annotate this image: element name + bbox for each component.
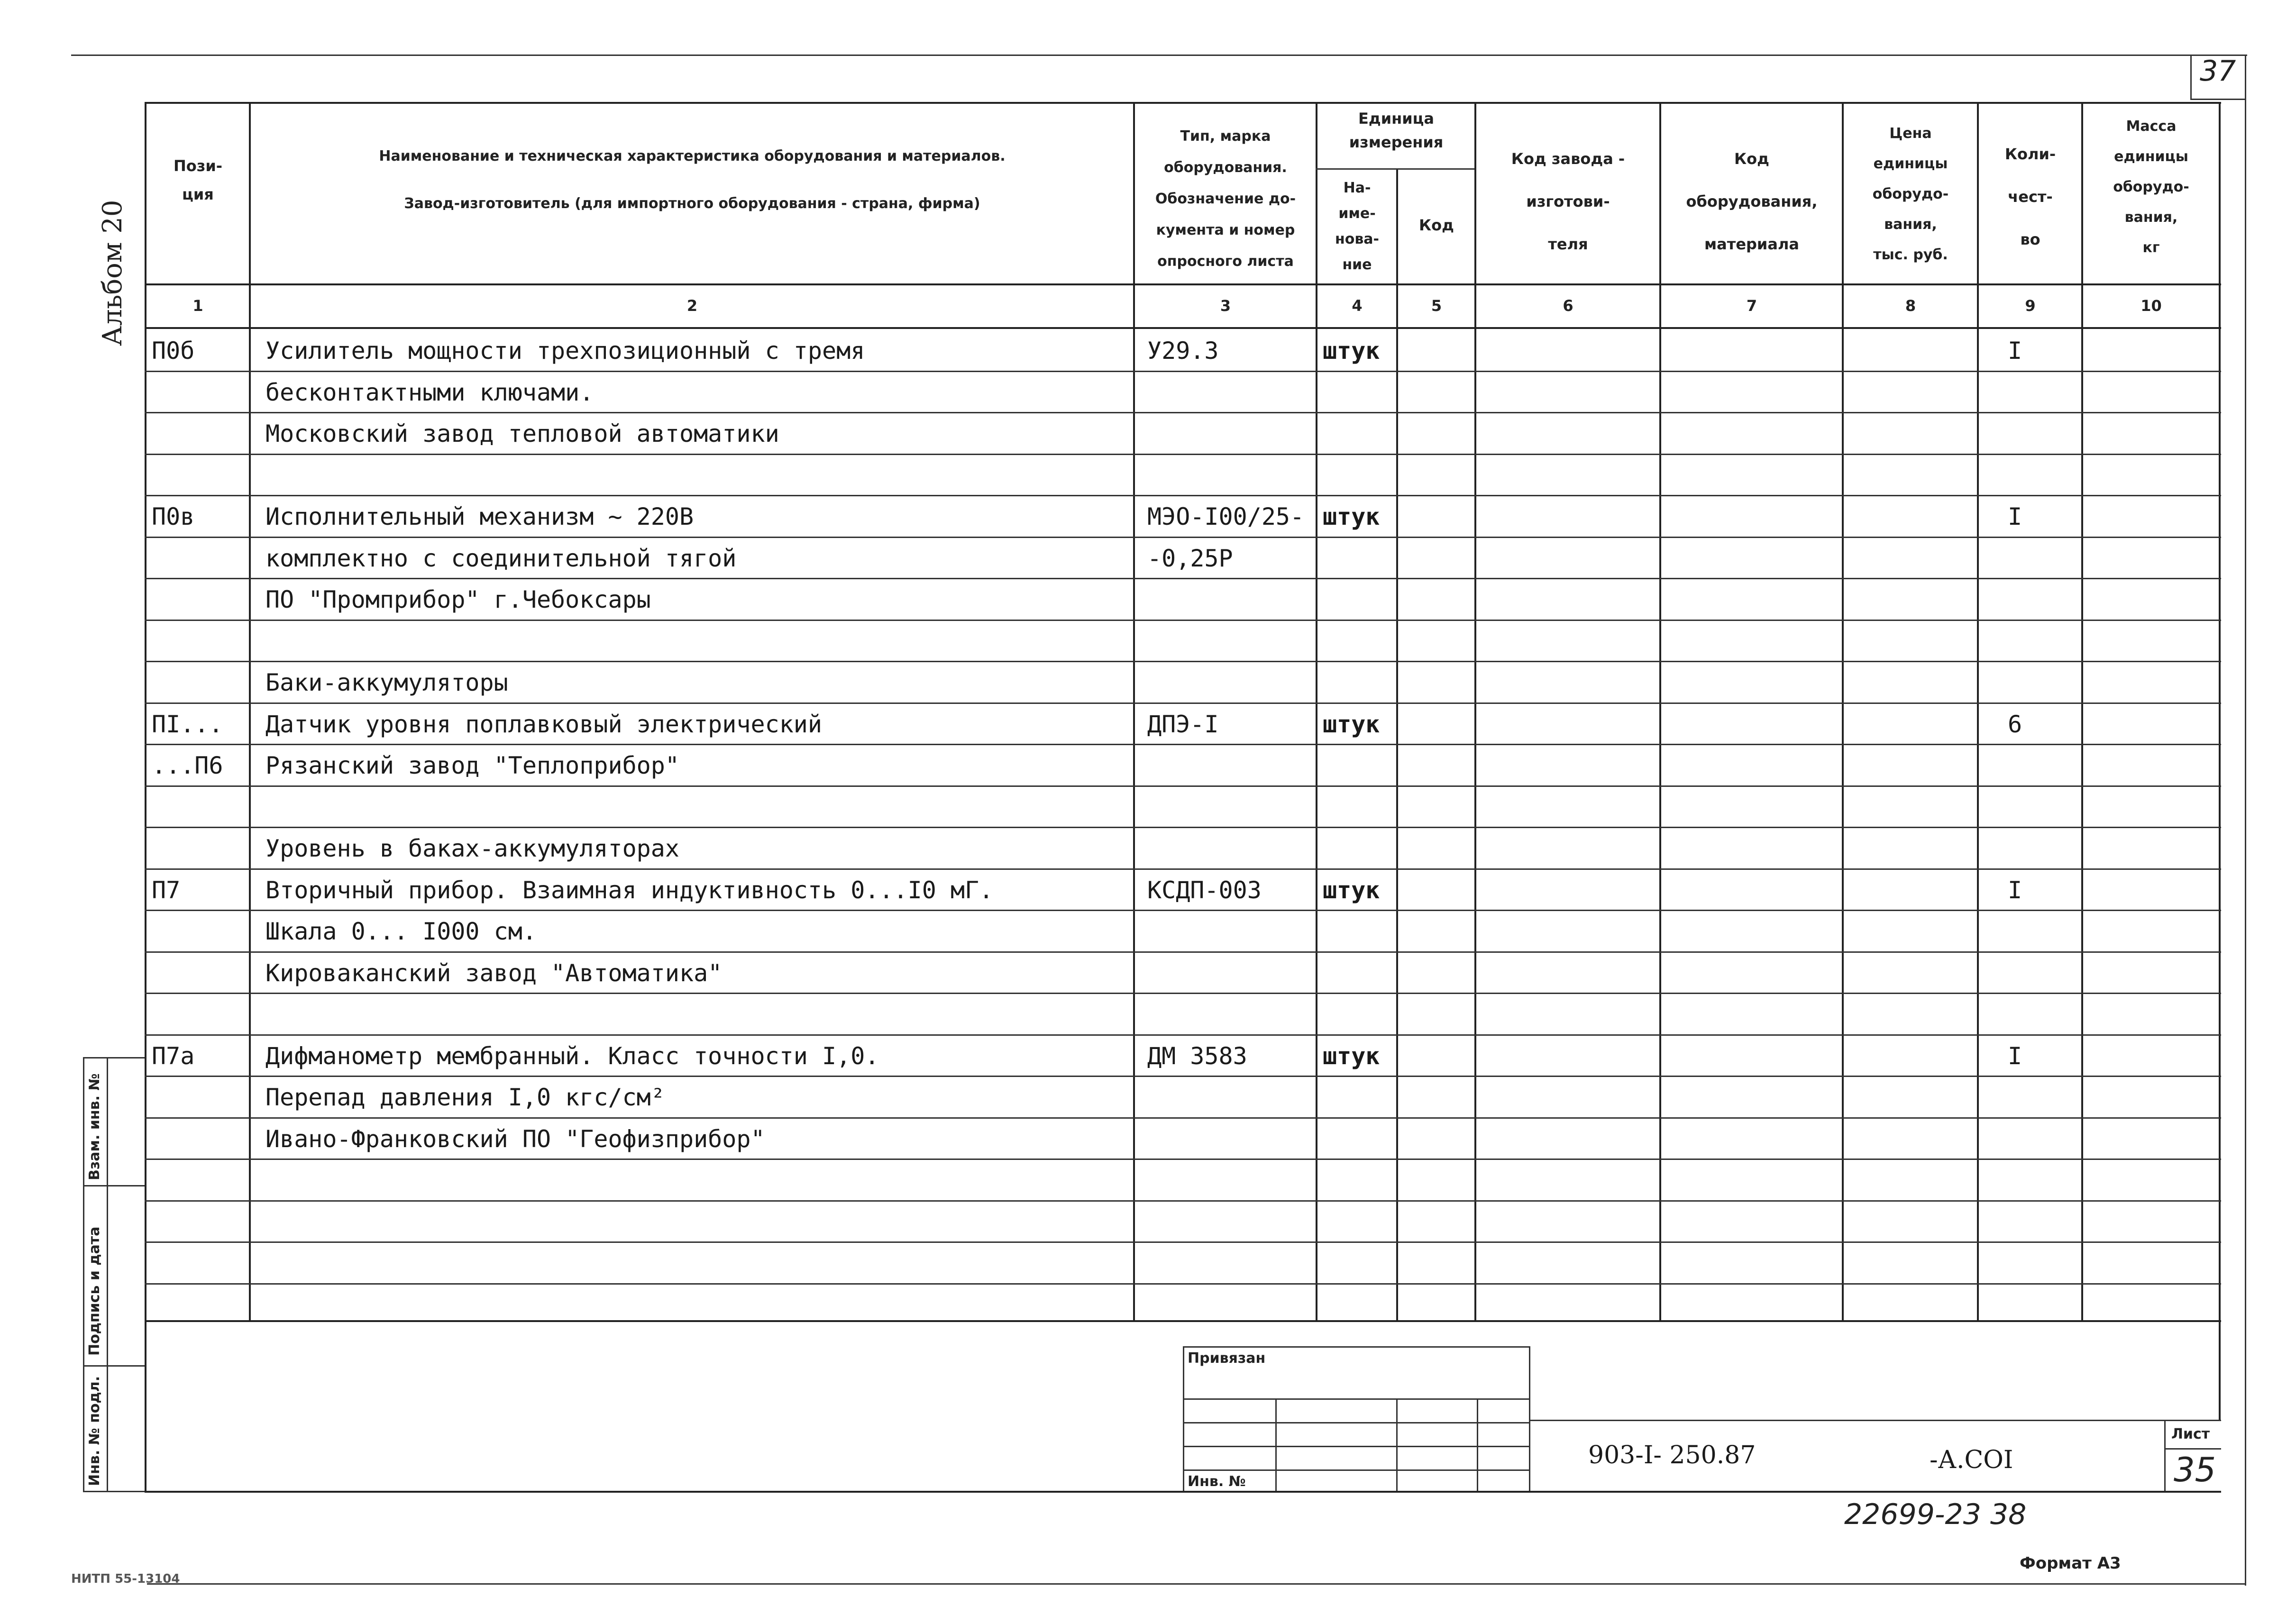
row-divider — [145, 661, 2221, 662]
row-divider — [145, 1200, 2221, 1202]
row-quantity: I — [2008, 876, 2022, 904]
row-name: Перепад давления I,0 кгс/см² — [265, 1084, 665, 1111]
row-divider — [145, 827, 2221, 828]
header-col7: Код оборудования, материала — [1686, 150, 1818, 253]
row-position: П7а — [152, 1042, 195, 1070]
row-divider — [145, 454, 2221, 455]
col-line-left — [145, 102, 146, 1491]
row-position: ПI... — [152, 711, 223, 738]
row-quantity: I — [2008, 503, 2022, 530]
colnum-10: 10 — [2140, 297, 2162, 315]
titleblock-top-right — [1529, 1420, 2221, 1421]
row-divider — [145, 703, 2221, 704]
colnum-8: 8 — [1905, 297, 1916, 315]
corner-box-bottom — [2190, 99, 2246, 100]
row-type: У29.3 — [1147, 337, 1219, 365]
header-col8: Цена единицы оборудо- вания, тыс. руб. — [1872, 125, 1949, 263]
row-divider — [145, 993, 2221, 994]
header-unit-group: Единица измерения — [1349, 109, 1444, 151]
header-col4: На- име- нова- ние — [1335, 180, 1380, 273]
header-col6: Код завода - изготови- теля — [1511, 150, 1625, 253]
col-line-right — [2219, 102, 2221, 1420]
header-col1: Пози- ция — [173, 157, 223, 203]
row-unit: штук — [1323, 876, 1380, 904]
privyazan-box-top — [1183, 1346, 1529, 1348]
row-name: Датчик уровня поплавковый электрический — [265, 711, 822, 738]
album-label: Альбом 20 — [97, 200, 128, 346]
col-line-3 — [1316, 102, 1317, 1320]
inventory-number: 22699-23 38 — [1844, 1498, 2027, 1531]
row-divider — [145, 371, 2221, 372]
colnum-bottom-line — [145, 327, 2221, 329]
row-name: Ивано-Франковский ПО "Геофизприбор" — [265, 1125, 765, 1153]
sheet-number: 35 — [2174, 1451, 2216, 1489]
row-name: Дифманометр мембранный. Класс точности I,0. — [265, 1042, 879, 1070]
row-divider — [145, 744, 2221, 745]
side-stamp-inv-podl: Инв. № подл. — [86, 1376, 103, 1486]
row-type: КСДП-003 — [1147, 876, 1262, 904]
header-bottom-line — [145, 283, 2221, 285]
privyazan-box-right — [1529, 1346, 1530, 1491]
header-col3: Тип, марка оборудования. Обозначение до- кумента и номер опросного листа — [1155, 128, 1296, 270]
header-col2: Наименование и техническая характеристика оборудования и материалов. Завод-изготовитель (для импортного оборудования - страна, фирма) — [379, 148, 1006, 212]
titleblock-bottom — [145, 1491, 2221, 1493]
row-position: П0б — [152, 337, 195, 365]
row-quantity: 6 — [2008, 711, 2022, 738]
row-type: ДПЭ-I — [1147, 711, 1219, 738]
row-divider — [145, 1283, 2221, 1285]
sheet-corner-number: 37 — [2200, 55, 2236, 88]
row-quantity: I — [2008, 1042, 2022, 1070]
privyazan-col3 — [1477, 1398, 1478, 1491]
unit-group-split — [1316, 168, 1474, 170]
row-unit: штук — [1323, 1042, 1380, 1070]
titleblock-sheet-split — [2164, 1448, 2221, 1450]
doc-number: 903-I- 250.87 — [1588, 1441, 1756, 1469]
side-stamp-left-line — [83, 1057, 84, 1491]
row-type: ДМ 3583 — [1147, 1042, 1247, 1070]
colnum-2: 2 — [686, 297, 698, 315]
row-position: ...П6 — [152, 752, 223, 779]
bottom-frame-line — [147, 1583, 2246, 1585]
side-stamp-div2 — [83, 1365, 145, 1367]
col-line-1 — [249, 102, 251, 1320]
table-top-line — [145, 102, 2221, 104]
row-name: Вторичный прибор. Взаимная индуктивность 0...I0 мГ. — [265, 876, 994, 904]
row-name: Усилитель мощности трехпозиционный с тремя — [265, 337, 865, 365]
row-name: Исполнительный механизм ~ 220В — [265, 503, 694, 530]
titleblock-sheet-left — [2164, 1420, 2166, 1491]
row-divider — [145, 910, 2221, 911]
doc-suffix: -А.СОI — [1930, 1446, 2013, 1474]
row-name: Кироваканский завод "Автоматика" — [265, 959, 723, 987]
privyazan-col2 — [1396, 1398, 1398, 1491]
sheet-label: Лист — [2171, 1426, 2210, 1442]
row-divider — [145, 495, 2221, 496]
right-frame-line — [2245, 55, 2246, 1586]
row-name: Московский завод тепловой автоматики — [265, 420, 779, 447]
header-col5: Код — [1419, 216, 1454, 234]
row-unit: штук — [1323, 503, 1380, 530]
row-name: ПО "Промприбор" г.Чебоксары — [265, 586, 651, 613]
col-line-6 — [1659, 102, 1661, 1320]
row-name: комплектно с соединительной тягой — [265, 545, 737, 572]
row-type: МЭО-I00/25- — [1147, 503, 1305, 530]
row-divider — [145, 951, 2221, 953]
colnum-3: 3 — [1220, 297, 1231, 315]
row-name: Баки-аккумуляторы — [265, 669, 508, 696]
side-stamp-podpis: Подпись и дата — [86, 1226, 103, 1356]
colnum-5: 5 — [1431, 297, 1442, 315]
side-stamp-top — [83, 1057, 145, 1058]
side-stamp-mid-line — [107, 1057, 108, 1491]
row-position: П0в — [152, 503, 195, 530]
row-quantity: I — [2008, 337, 2022, 365]
corner-box-divider — [2190, 55, 2192, 100]
colnum-1: 1 — [192, 297, 203, 315]
privyazan-col1 — [1275, 1398, 1277, 1491]
row-name: Рязанский завод "Теплоприбор" — [265, 752, 679, 779]
row-divider — [145, 785, 2221, 787]
side-stamp-bottom — [83, 1491, 145, 1492]
row-unit: штук — [1323, 711, 1380, 738]
colnum-9: 9 — [2025, 297, 2036, 315]
row-divider — [145, 1076, 2221, 1077]
row-divider — [145, 1117, 2221, 1119]
top-frame-line — [71, 55, 2247, 56]
row-divider — [145, 412, 2221, 413]
format-label: Формат А3 — [2020, 1554, 2121, 1573]
row-name: Уровень в баках-аккумуляторах — [265, 835, 679, 862]
row-divider — [145, 537, 2221, 538]
side-stamp-vzam: Взам. инв. № — [86, 1073, 103, 1180]
row-unit: штук — [1323, 337, 1380, 365]
col-line-9 — [2081, 102, 2083, 1320]
colnum-4: 4 — [1352, 297, 1363, 315]
row-divider — [145, 868, 2221, 870]
row-position: П7 — [152, 876, 181, 904]
colnum-7: 7 — [1746, 297, 1757, 315]
inv-no-label: Инв. № — [1188, 1473, 1246, 1490]
side-stamp-div1 — [83, 1185, 145, 1186]
col-line-2 — [1133, 102, 1135, 1320]
header-col9: Коли- чест- во — [2004, 145, 2056, 248]
row-divider — [145, 1241, 2221, 1243]
row-divider — [145, 578, 2221, 579]
row-name: Шкала 0... I000 см. — [265, 918, 537, 945]
header-col10: Масса единицы оборудо- вания, кг — [2113, 118, 2189, 256]
privyazan-label: Привязан — [1188, 1350, 1266, 1367]
col-line-5 — [1474, 102, 1476, 1320]
col-line-7 — [1842, 102, 1844, 1320]
row-divider — [145, 1034, 2221, 1036]
row-divider — [145, 1159, 2221, 1160]
table-bottom-line — [145, 1320, 2221, 1322]
colnum-6: 6 — [1563, 297, 1573, 315]
col-line-8 — [1977, 102, 1979, 1320]
row-divider — [145, 620, 2221, 621]
row-type: -0,25Р — [1147, 545, 1233, 572]
row-name: бесконтактными ключами. — [265, 379, 594, 406]
bottom-left-stamp: НИТП 55-13104 — [71, 1572, 180, 1586]
